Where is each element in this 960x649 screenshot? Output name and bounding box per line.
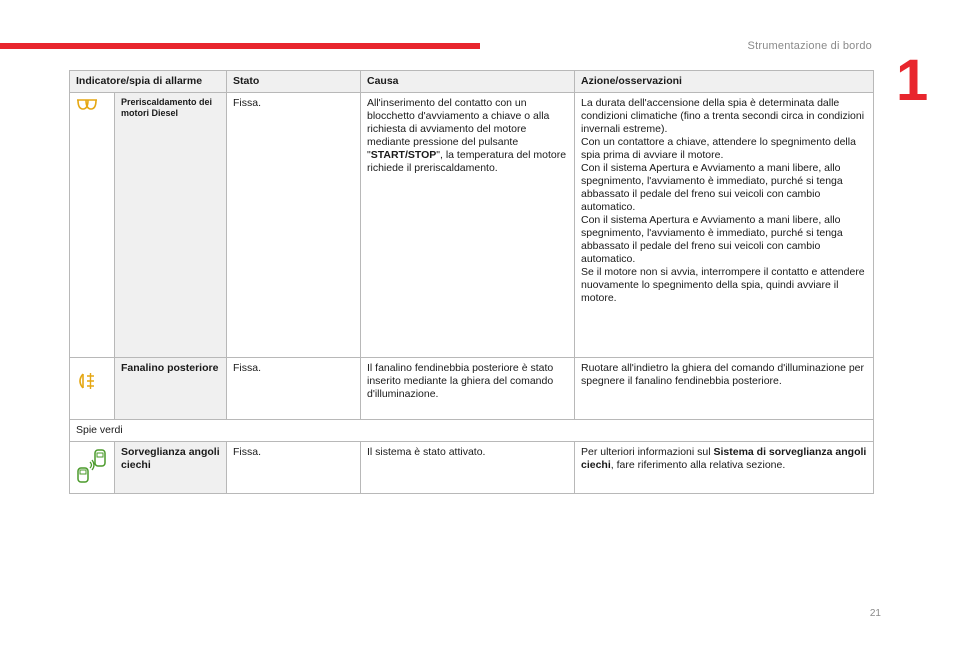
azione-text-1: Per ulteriori informazioni sul	[581, 446, 714, 458]
causa-text-2: ", la temperatura del motore richiede il preriscaldamento.	[367, 149, 567, 174]
azione-line: Con un contattore a chiave, attendere lo spegnimento della spia prima di avviare il motore.	[581, 136, 856, 161]
column-header-azione: Azione/osservazioni	[575, 71, 874, 93]
section-title: Strumentazione di bordo	[747, 40, 872, 52]
azione-line: La durata dell'accensione della spia è determinata dalle condizioni climatiche (fino a trenta secondi circa in condizioni invernali estreme).	[581, 97, 865, 135]
table-row	[70, 358, 874, 420]
section-label: Spie verdi	[70, 420, 874, 442]
azione-bold-text: Sistema di sorveglianza angoli ciechi	[581, 446, 867, 471]
column-header-indicatore: Indicatore/spia di allarme	[70, 71, 227, 93]
lamp-stato: Fissa.	[227, 93, 361, 358]
lamp-causa	[361, 93, 575, 358]
lamp-azione: Ruotare all'indietro la ghiera del comando d'illuminazione per spegnere il fanalino fendinebbia posteriore.	[575, 358, 874, 420]
header-accent-bar	[0, 43, 480, 49]
warning-lamps-table	[69, 70, 874, 494]
lamp-stato: Fissa.	[227, 442, 361, 494]
glow-plug-preheating-icon	[76, 102, 98, 114]
blind-spot-monitoring-icon	[76, 475, 108, 487]
table-row	[70, 93, 874, 358]
azione-line: Con il sistema Apertura e Avviamento a mani libere, allo spegnimento, l'avviamento è immediato, purché si tenga abbassato il pedale del freno sui veicoli con cambio automatico.	[581, 214, 843, 265]
causa-text-1: All'inserimento del contatto con un blocchetto d'avviamento a chiave o alla richiesta di avviamento del motore mediante pressione del pulsante "	[367, 97, 550, 161]
rear-fog-lamp-icon	[76, 381, 98, 393]
azione-line: Con il sistema Apertura e Avviamento a mani libere, allo spegnimento, l'avviamento è immediato, purché si tenga abbassato il pedale del freno sui veicoli con cambio automatico.	[581, 162, 843, 213]
lamp-stato: Fissa.	[227, 358, 361, 420]
lamp-name: Preriscaldamento dei motori Diesel	[115, 93, 227, 358]
causa-bold-text: START/STOP	[370, 149, 437, 161]
icon-cell	[70, 358, 115, 420]
table-row	[70, 442, 874, 494]
icon-cell	[70, 442, 115, 494]
azione-line: Se il motore non si avvia, interrompere il contatto e attendere nuovamente lo spegnimento della spia, quindi avviare il motore.	[581, 266, 865, 304]
lamp-azione	[575, 442, 874, 494]
azione-text-2: , fare riferimento alla relativa sezione.	[610, 459, 786, 471]
lamp-causa: Il sistema è stato attivato.	[361, 442, 575, 494]
lamp-name: Fanalino posteriore	[115, 358, 227, 420]
column-header-stato: Stato	[227, 71, 361, 93]
page-number: 21	[869, 608, 881, 619]
table-header-row	[70, 71, 874, 93]
column-header-causa: Causa	[361, 71, 575, 93]
lamp-name: Sorveglianza angoli ciechi	[115, 442, 227, 494]
lamp-azione	[575, 93, 874, 358]
chapter-number: 1	[896, 48, 929, 113]
section-row	[70, 420, 874, 442]
lamp-causa: Il fanalino fendinebbia posteriore è stato inserito mediante la ghiera del comando d'illuminazione.	[361, 358, 575, 420]
icon-cell	[70, 93, 115, 358]
